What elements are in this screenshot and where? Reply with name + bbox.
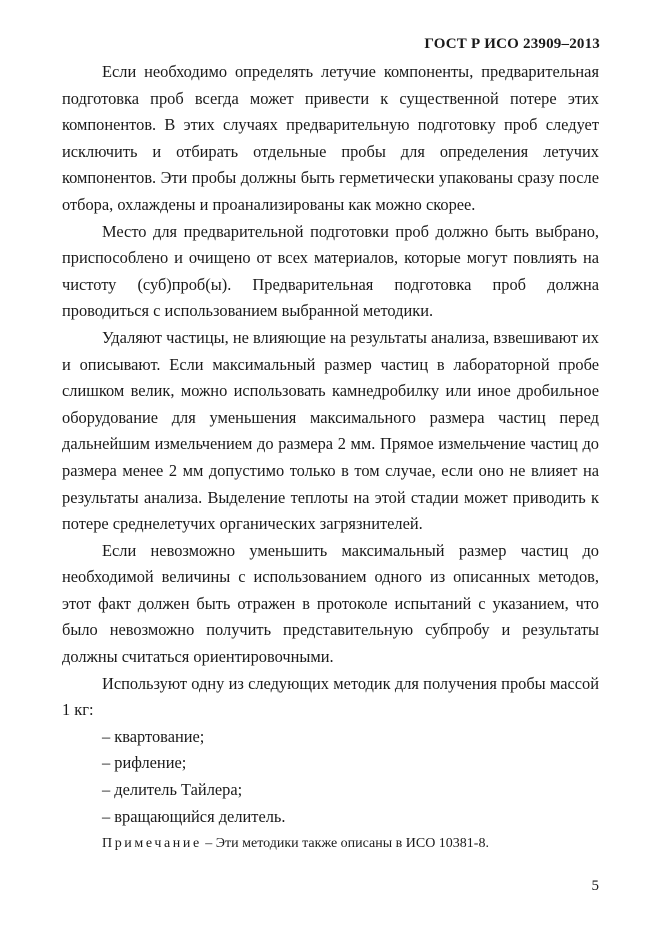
standard-header: ГОСТ Р ИСО 23909–2013 <box>424 36 600 52</box>
paragraph-volatile-components: Если необходимо определять летучие компоненты, предварительная подготовка проб всегда может привести к существенной потере этих компонентов. В этих случаях предварительную подготовку проб следует исключить и отбирать отдельные пробы для определения летучих компонентов. Эти пробы должны быть герметически упакованы сразу после отбора, охлаждены и проанализированы как можно скорее. <box>62 62 599 214</box>
paragraph-methods-intro: Используют одну из следующих методик для получения пробы массой 1 кг: <box>62 673 599 720</box>
list-item: – квартование; <box>102 726 205 746</box>
paragraph-size-reduction: Если невозможно уменьшить максимальный размер частиц до необходимой величины с использованием одного из описанных методов, этот факт должен быть отражен в протоколе испытаний с указанием, что было невозможно получить представительную субпробу и результаты должны считаться ориентировочными. <box>62 540 599 667</box>
body-text <box>62 59 599 856</box>
list-item: – делитель Тайлера; <box>102 780 243 800</box>
note-text: – Эти методики также описаны в ИСО 10381-8. <box>201 836 489 852</box>
paragraph-particle-removal: Удаляют частицы, не влияющие на результаты анализа, взвешивают их и описывают. Если максимальный размер частиц в лабораторной пробе слишком велик, можно использовать камнедробилку или иное дробильное оборудование для уменьшения максимального размера частиц перед дальнейшим измельчением до размера 2 мм. Прямое измельчение частиц до размера менее 2 мм допустимо только в том случае, если оно не влияет на результаты анализа. Выделение теплоты на этой стадии может приводить к потере среднелетучих органических загрязнителей. <box>62 327 599 534</box>
note <box>62 832 599 856</box>
note-label: Примечание <box>102 836 202 852</box>
paragraph-preparation-site: Место для предварительной подготовки проб должно быть выбрано, приспособлено и очищено от всех материалов, которые могут повлиять на чистоту (суб)проб(ы). Предварительная подготовка проб должна проводиться с использованием выбранной методики. <box>62 221 599 321</box>
page-number: 5 <box>591 878 599 894</box>
list-item: – вращающийся делитель. <box>102 806 286 826</box>
list-item: – рифление; <box>102 753 187 773</box>
